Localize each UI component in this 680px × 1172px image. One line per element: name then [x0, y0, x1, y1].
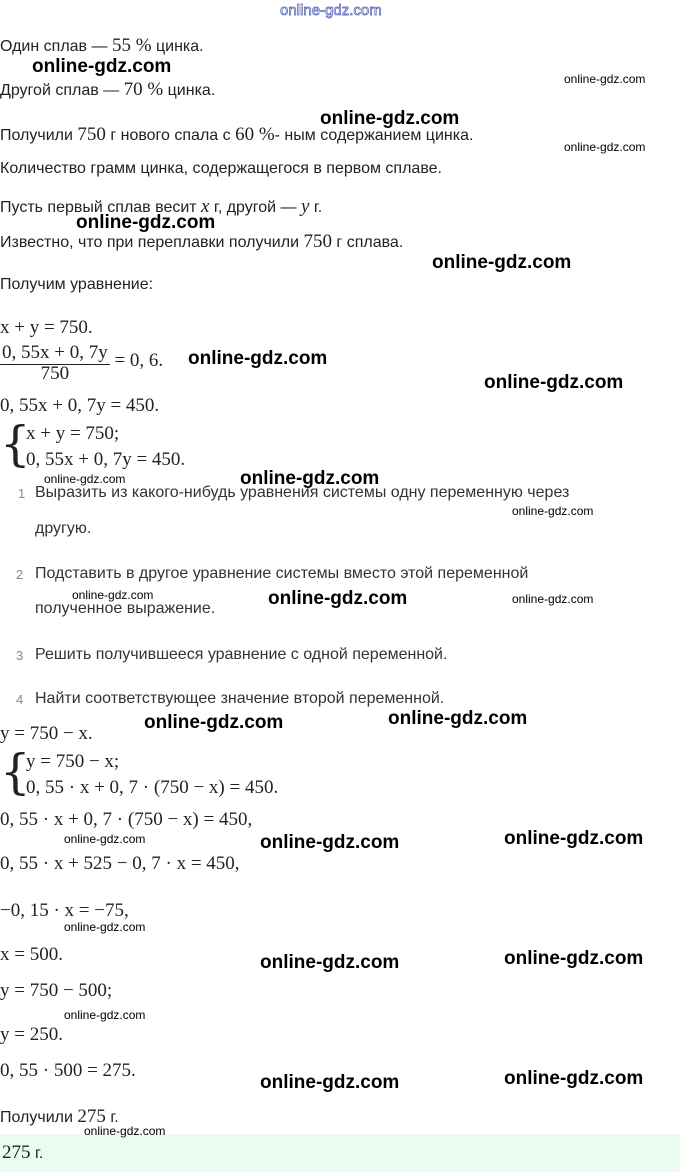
equation-y-calc: y = 750 − 500;: [0, 980, 113, 1001]
answer-unit: г.: [30, 1145, 44, 1162]
text-fragment: Получили: [0, 127, 78, 144]
system1-eq2: 0, 55x + 0, 7y = 450.: [26, 449, 186, 470]
watermark-small: online-gdz.com: [512, 592, 594, 606]
step-number: 1: [18, 486, 26, 501]
equation-x-value: x = 500.: [0, 944, 63, 965]
text-fragment: г.: [309, 199, 323, 216]
fraction-denominator: 750: [40, 365, 70, 381]
text-fragment: цинка.: [151, 38, 204, 55]
answer-box: [0, 1134, 680, 1172]
watermark-small: online-gdz.com: [72, 588, 154, 602]
step-text: Найти соответствующее значение второй переменной.: [35, 690, 445, 707]
watermark-small: online-gdz.com: [512, 504, 594, 518]
watermark: online-gdz.com: [484, 372, 624, 393]
watermark: online-gdz.com: [268, 588, 408, 609]
watermark: online-gdz.com: [504, 948, 644, 969]
watermark: online-gdz.com: [432, 252, 572, 273]
step-text-continued: полученное выражение.: [35, 600, 216, 617]
var-x: x: [201, 196, 210, 217]
watermark: online-gdz.com: [388, 708, 528, 729]
system2-eq1: y = 750 − x;: [26, 751, 120, 772]
watermark-small: online-gdz.com: [84, 1124, 166, 1138]
text-fragment: г нового спала с: [105, 127, 236, 144]
watermark-small: online-gdz.com: [64, 832, 146, 846]
text-fragment: г сплава.: [331, 234, 404, 251]
text-fragment: Один сплав —: [0, 38, 112, 55]
watermark-top: online-gdz.com: [280, 2, 382, 19]
step-text: Выразить из какого-нибудь уравнения системы одну переменную через: [35, 484, 570, 501]
number: 60 %: [235, 124, 275, 145]
watermark-small: online-gdz.com: [44, 472, 126, 486]
watermark-small: online-gdz.com: [64, 1008, 146, 1022]
text-fragment: Пусть первый сплав весит: [0, 199, 202, 216]
equation-zinc: 0, 55x + 0, 7y = 450.: [0, 395, 160, 416]
system-brace: {: [0, 744, 31, 800]
text-line-question: Количество грамм цинка, содержащегося в первом сплаве.: [0, 160, 442, 177]
fraction-numerator: 0, 55x + 0, 7y: [2, 342, 108, 363]
number: 70 %: [123, 79, 164, 100]
watermark: online-gdz.com: [320, 108, 460, 129]
answer-text: [2, 1142, 43, 1164]
text-fragment: Получили: [0, 1109, 78, 1126]
watermark: online-gdz.com: [260, 1072, 400, 1093]
equation-zinc-mass: 0, 55 · 500 = 275.: [0, 1060, 136, 1081]
text-fragment: цинка.: [163, 82, 216, 99]
watermark: online-gdz.com: [76, 212, 216, 233]
equation-fraction: [0, 342, 163, 381]
number: 750: [303, 231, 332, 252]
watermark: online-gdz.com: [260, 952, 400, 973]
number: 750: [77, 124, 106, 145]
step-number: 4: [16, 692, 24, 707]
equation-y-value: y = 250.: [0, 1024, 63, 1045]
watermark-small: online-gdz.com: [564, 72, 646, 86]
watermark: online-gdz.com: [32, 56, 172, 77]
number: 275: [77, 1106, 106, 1127]
system1-eq1: x + y = 750;: [26, 423, 120, 444]
equation-sum: x + y = 750.: [0, 317, 93, 338]
text-fragment: Другой сплав —: [0, 82, 124, 99]
watermark: online-gdz.com: [144, 712, 284, 733]
equation-express-y: y = 750 − x.: [0, 723, 93, 744]
watermark: online-gdz.com: [504, 828, 644, 849]
text-line-equation-intro: Получим уравнение:: [0, 276, 154, 293]
text-fragment: г.: [105, 1109, 119, 1126]
system2-eq2: 0, 55 · x + 0, 7 · (750 − x) = 450.: [26, 777, 279, 798]
answer-number: 275: [2, 1142, 31, 1163]
system-brace: {: [0, 416, 31, 472]
equation-step-1: 0, 55 · x + 0, 7 · (750 − x) = 450,: [0, 809, 253, 830]
watermark-small: online-gdz.com: [64, 920, 146, 934]
equation-step-2: 0, 55 · x + 525 − 0, 7 · x = 450,: [0, 853, 240, 874]
text-fragment: г, другой —: [209, 199, 301, 216]
text-line-known: [0, 231, 403, 253]
text-fragment: - ным содержанием цинка.: [274, 127, 474, 144]
step-number: 2: [16, 567, 24, 582]
watermark: online-gdz.com: [504, 1068, 644, 1089]
watermark: online-gdz.com: [240, 468, 380, 489]
watermark: online-gdz.com: [260, 832, 400, 853]
step-text-continued: другую.: [35, 520, 92, 537]
watermark-small: online-gdz.com: [564, 140, 646, 154]
text-fragment: Известно, что при переплавки получили: [0, 234, 304, 251]
step-text: Подставить в другое уравнение системы вместо этой переменной: [35, 565, 529, 582]
text-line-alloy-1: [0, 35, 204, 57]
fraction-rhs: = 0, 6.: [109, 349, 164, 371]
step-text: Решить получившееся уравнение с одной переменной.: [35, 646, 448, 663]
watermark: online-gdz.com: [188, 348, 328, 369]
number: 55 %: [111, 35, 152, 56]
equation-step-3: −0, 15 · x = −75,: [0, 900, 129, 921]
step-number: 3: [16, 648, 24, 663]
var-y: y: [300, 196, 310, 217]
text-line-alloy-2: [0, 79, 215, 101]
fraction: [0, 342, 110, 381]
